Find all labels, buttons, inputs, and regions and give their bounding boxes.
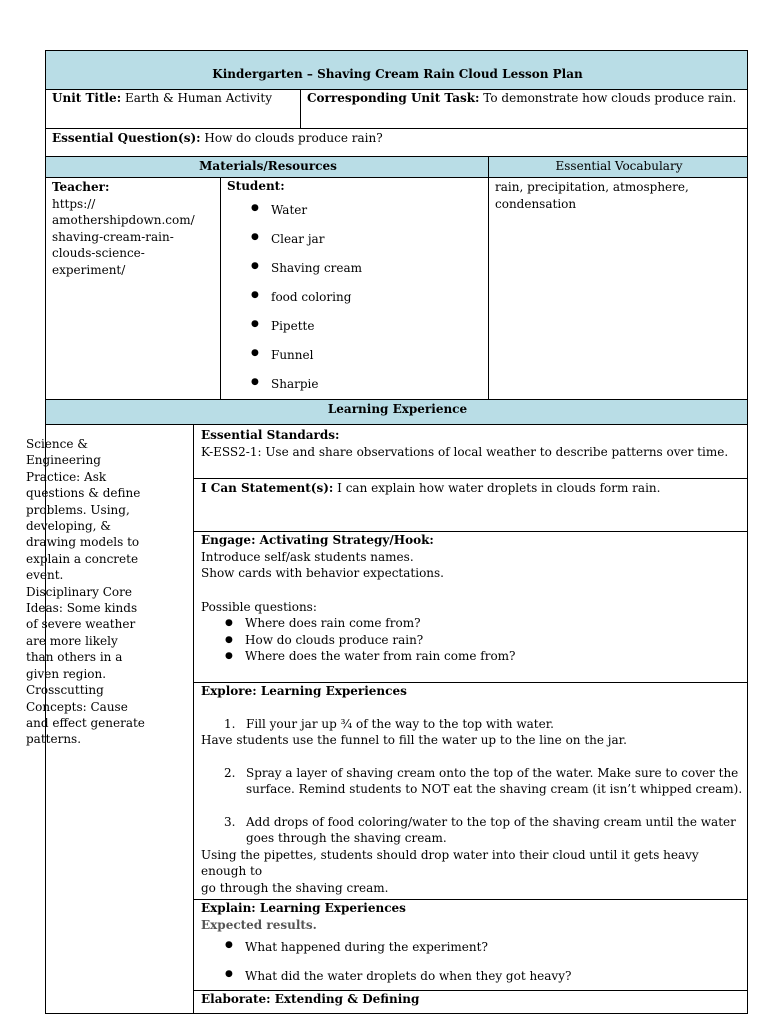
standards-label: Essential Standards: bbox=[201, 428, 340, 442]
side-note-line: event. bbox=[26, 568, 64, 583]
explore-label: Explore: Learning Experiences bbox=[201, 684, 407, 698]
teacher-link-line[interactable]: https:// bbox=[52, 196, 96, 211]
vocabulary-header bbox=[488, 156, 748, 178]
teacher-cell bbox=[45, 177, 221, 400]
materials-header-label: Materials/Resources bbox=[199, 159, 337, 173]
list-item: ● Sharpie bbox=[251, 377, 471, 406]
student-materials-list bbox=[251, 203, 471, 406]
teacher-label: Teacher: bbox=[52, 180, 110, 194]
engage-line: Introduce self/ask students names. bbox=[201, 549, 414, 564]
teacher-link-line[interactable]: amothershipdown.com/ bbox=[52, 213, 195, 227]
list-item: ● Shaving cream bbox=[251, 261, 471, 290]
ican-section bbox=[193, 478, 748, 532]
explore-section bbox=[193, 682, 748, 900]
ican-text: I can explain how water droplets in clouds form rain. bbox=[333, 481, 661, 495]
side-note-line: Concepts: Cause bbox=[26, 699, 128, 714]
side-notes bbox=[26, 436, 176, 748]
questions-label: Possible questions: bbox=[201, 599, 317, 614]
step-number: 3. bbox=[224, 814, 236, 829]
explore-note: Using the pipettes, students should drop water into their cloud until it gets heavy enough to bbox=[201, 847, 699, 878]
standards-text: K-ESS2-1: Use and share observations of local weather to describe patterns over time. bbox=[201, 444, 729, 459]
list-item: ● Funnel bbox=[251, 348, 471, 377]
elaborate-section bbox=[193, 990, 748, 1014]
step-text: surface. Remind students to NOT eat the shaving cream (it isn’t whipped cream). bbox=[246, 782, 743, 796]
unit-title-value: Earth & Human Activity bbox=[121, 91, 272, 105]
ican-label: I Can Statement(s): bbox=[201, 481, 334, 495]
step-text: goes through the shaving cream. bbox=[246, 831, 447, 845]
step-text: Add drops of food coloring/water to the top of the shaving cream until the water bbox=[246, 814, 736, 829]
list-item: ● Clear jar bbox=[251, 232, 471, 261]
standards-section bbox=[193, 424, 748, 479]
student-label: Student: bbox=[227, 179, 285, 193]
vocabulary-line: rain, precipitation, atmosphere, bbox=[495, 180, 689, 194]
essential-question-value: How do clouds produce rain? bbox=[200, 131, 383, 145]
side-note-line: Ideas: Some kinds bbox=[26, 601, 138, 616]
side-note-line: Disciplinary Core bbox=[26, 584, 132, 599]
engage-section bbox=[193, 531, 748, 683]
elaborate-label: Elaborate: Extending & Defining bbox=[201, 992, 420, 1006]
explain-section bbox=[193, 899, 748, 991]
materials-header bbox=[45, 156, 489, 178]
engage-questions-list bbox=[225, 615, 741, 665]
teacher-link-line[interactable]: experiment/ bbox=[52, 262, 126, 277]
vocabulary-line: condensation bbox=[495, 196, 577, 211]
step-text: Fill your jar up ¾ of the way to the top with water. bbox=[246, 716, 554, 731]
vocabulary-cell bbox=[488, 177, 748, 400]
teacher-link-line[interactable]: shaving-cream-rain- bbox=[52, 229, 174, 244]
unit-title-label: Unit Title: bbox=[52, 91, 122, 105]
list-item: ● What did the water droplets do when they got heavy? bbox=[225, 969, 735, 983]
learning-experience-label: Learning Experience bbox=[327, 402, 468, 416]
explain-questions-list bbox=[225, 940, 735, 983]
unit-title-cell bbox=[45, 89, 301, 129]
essential-question-cell bbox=[45, 128, 748, 157]
side-note-line: Engineering bbox=[26, 453, 101, 468]
step-text: Spray a layer of shaving cream onto the top of the water. Make sure to cover the bbox=[246, 765, 739, 780]
side-note-line: developing, & bbox=[26, 519, 111, 534]
side-note-line: explain a concrete bbox=[26, 551, 139, 566]
essential-question-label: Essential Question(s): bbox=[52, 131, 201, 145]
explain-subheading: Expected results. bbox=[201, 917, 317, 932]
vocabulary-header-label: Essential Vocabulary bbox=[555, 159, 683, 173]
side-note-line: patterns. bbox=[26, 732, 82, 747]
step-number: 2. bbox=[224, 765, 236, 780]
list-item: ● Where does rain come from? bbox=[225, 615, 741, 632]
side-note-line: problems. Using, bbox=[26, 502, 130, 517]
student-cell bbox=[220, 177, 489, 400]
side-note-line: Science & bbox=[26, 437, 88, 451]
list-item: ● What happened during the experiment? bbox=[225, 940, 735, 969]
learning-experience-header bbox=[45, 399, 748, 425]
side-note-line: drawing models to bbox=[26, 535, 140, 550]
side-note-line: of severe weather bbox=[26, 617, 136, 632]
step-number: 1. bbox=[224, 716, 236, 731]
explore-note: Have students use the funnel to fill the water up to the line on the jar. bbox=[201, 733, 627, 747]
explain-label: Explain: Learning Experiences bbox=[201, 901, 406, 915]
engage-line: Show cards with behavior expectations. bbox=[201, 566, 444, 580]
list-item: ● How do clouds produce rain? bbox=[225, 632, 741, 649]
unit-task-value: To demonstrate how clouds produce rain. bbox=[479, 91, 737, 105]
teacher-link-line[interactable]: clouds-science- bbox=[52, 246, 145, 260]
list-item: ● Water bbox=[251, 203, 471, 232]
side-note-line: Practice: Ask bbox=[26, 469, 107, 484]
side-note-line: given region. bbox=[26, 666, 107, 681]
unit-task-cell bbox=[300, 89, 748, 129]
side-note-line: questions & define bbox=[26, 486, 141, 501]
side-note-line: than others in a bbox=[26, 650, 123, 665]
side-note-line: Crosscutting bbox=[26, 683, 104, 698]
side-note-line: are more likely bbox=[26, 633, 118, 648]
side-note-line: and effect generate bbox=[26, 715, 145, 730]
explore-note: go through the shaving cream. bbox=[201, 880, 389, 895]
unit-task-label: Corresponding Unit Task: bbox=[307, 91, 480, 105]
engage-label: Engage: Activating Strategy/Hook: bbox=[201, 533, 434, 547]
list-item: ● Pipette bbox=[251, 319, 471, 348]
title-banner bbox=[45, 50, 748, 90]
page-title: Kindergarten – Shaving Cream Rain Cloud Lesson Plan bbox=[212, 67, 583, 81]
list-item: ● Where does the water from rain come from? bbox=[225, 648, 741, 665]
list-item: ● food coloring bbox=[251, 290, 471, 319]
